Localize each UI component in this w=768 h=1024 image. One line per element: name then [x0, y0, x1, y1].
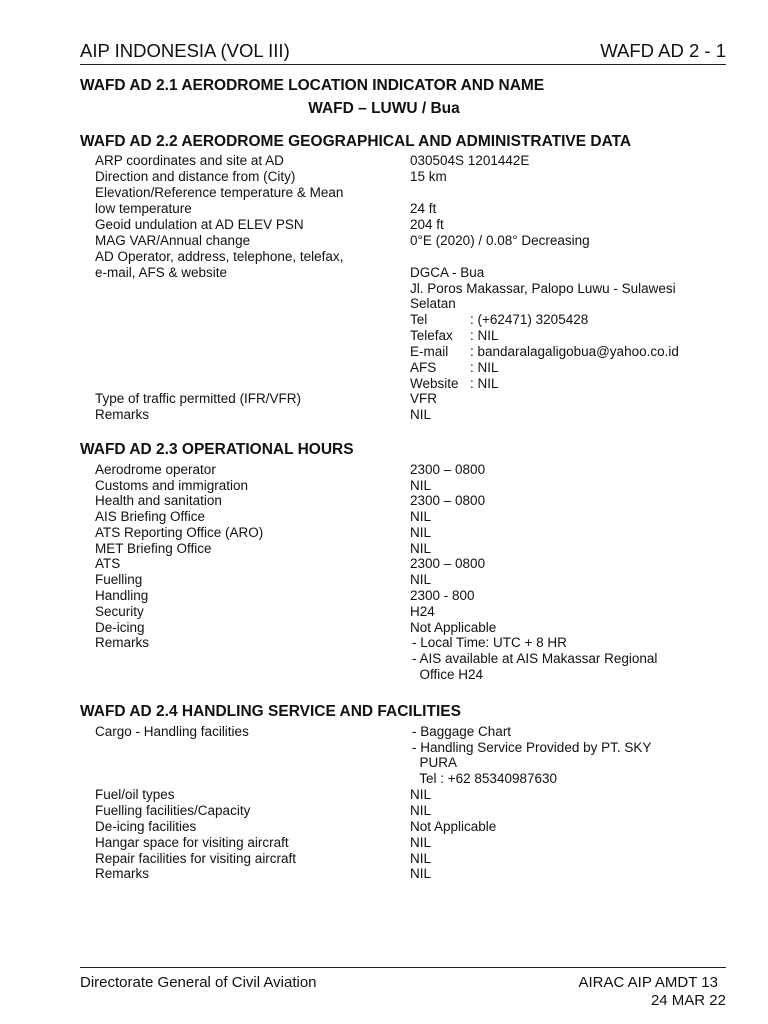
hours-remarks-line: Office H24 — [412, 667, 484, 682]
facility-label: Fuelling facilities/Capacity — [95, 803, 251, 818]
hours-value: NIL — [410, 478, 432, 493]
facility-label: Hangar space for visiting aircraft — [95, 835, 289, 850]
hours-value: NIL — [410, 525, 432, 540]
operator-address-line1: Jl. Poros Makassar, Palopo Luwu - Sulawesi — [410, 281, 676, 296]
facility-label: Repair facilities for visiting aircraft — [95, 851, 297, 866]
distance-label: Direction and distance from (City) — [95, 169, 296, 184]
distance-value: 15 km — [410, 169, 447, 184]
facility-value: NIL — [410, 851, 432, 866]
hours-label: Security — [95, 604, 144, 619]
contact-value: : bandaralagaligobua@yahoo.co.id — [470, 344, 679, 359]
footer-date: 24 MAR 22 — [650, 992, 726, 1009]
header-rule — [80, 64, 726, 65]
hours-label: ATS Reporting Office (ARO) — [95, 525, 264, 540]
hours-value: NIL — [410, 572, 432, 587]
section-2-4-title: WAFD AD 2.4 HANDLING SERVICE AND FACILITIES — [80, 703, 461, 720]
facility-value: NIL — [410, 803, 432, 818]
hours-value: 2300 – 0800 — [410, 493, 486, 508]
cargo-line: Tel : +62 85340987630 — [412, 771, 558, 786]
section-2-1-title: WAFD AD 2.1 AERODROME LOCATION INDICATOR AND NAME — [80, 77, 545, 94]
operator-label-line1: AD Operator, address, telephone, telefax, — [95, 249, 344, 264]
contact-key: AFS — [410, 360, 437, 375]
hours-value: 2300 - 800 — [410, 588, 475, 603]
facility-value: NIL — [410, 835, 432, 850]
hours-value: H24 — [410, 604, 435, 619]
elevation-value: 24 ft — [410, 201, 437, 216]
arp-value: 030504S 1201442E — [410, 153, 530, 168]
footer-rule — [80, 967, 726, 968]
hours-remarks-line: - Local Time: UTC + 8 HR — [412, 635, 567, 650]
cargo-line: - Baggage Chart — [412, 724, 512, 739]
contact-value: : (+62471) 3205428 — [470, 312, 589, 327]
traffic-value: VFR — [410, 391, 437, 406]
hours-value: 2300 – 0800 — [410, 462, 486, 477]
contact-key: Telefax — [410, 328, 453, 343]
facility-label: Remarks — [95, 866, 150, 881]
hours-label: Health and sanitation — [95, 493, 222, 508]
remarks-label: Remarks — [95, 407, 150, 422]
facility-label: De-icing facilities — [95, 819, 197, 834]
contact-value: : NIL — [470, 328, 499, 343]
facility-value: NIL — [410, 787, 432, 802]
cargo-line: - Handling Service Provided by PT. SKY — [412, 740, 652, 755]
hours-value: Not Applicable — [410, 620, 497, 635]
footer-amendment: AIRAC AIP AMDT 13 — [578, 974, 718, 991]
hours-label: Fuelling — [95, 572, 143, 587]
hours-value: NIL — [410, 541, 432, 556]
geoid-value: 204 ft — [410, 217, 444, 232]
hours-label: Handling — [95, 588, 149, 603]
footer-organization: Directorate General of Civil Aviation — [80, 974, 317, 991]
arp-label: ARP coordinates and site at AD — [95, 153, 284, 168]
aerodrome-name: WAFD – LUWU / Bua — [308, 100, 460, 117]
contact-key: E-mail — [410, 344, 449, 359]
page-id: WAFD AD 2 - 1 — [600, 40, 726, 61]
contact-key: Tel — [410, 312, 428, 327]
facility-label: Fuel/oil types — [95, 787, 175, 802]
facility-value: Not Applicable — [410, 819, 497, 834]
header-title: AIP INDONESIA (VOL III) — [80, 40, 290, 61]
contact-key: Website — [410, 376, 459, 391]
magvar-value: 0°E (2020) / 0.08° Decreasing — [410, 233, 590, 248]
contact-value: : NIL — [470, 376, 499, 391]
operator-name: DGCA - Bua — [410, 265, 485, 280]
operator-label-line2: e-mail, AFS & website — [95, 265, 228, 280]
hours-remarks-label: Remarks — [95, 635, 150, 650]
remarks-value: NIL — [410, 407, 432, 422]
cargo-line: PURA — [412, 755, 458, 770]
traffic-label: Type of traffic permitted (IFR/VFR) — [95, 391, 302, 406]
hours-label: MET Briefing Office — [95, 541, 212, 556]
facility-value: NIL — [410, 866, 432, 881]
operator-address-line2: Selatan — [410, 296, 456, 311]
hours-remarks-line: - AIS available at AIS Makassar Regional — [412, 651, 658, 666]
elevation-label-line2: low temperature — [95, 201, 192, 216]
cargo-label: Cargo - Handling facilities — [95, 724, 249, 739]
elevation-label-line1: Elevation/Reference temperature & Mean — [95, 185, 344, 200]
section-2-2-title: WAFD AD 2.2 AERODROME GEOGRAPHICAL AND ADMINISTRATIVE DATA — [80, 133, 632, 150]
geoid-label: Geoid undulation at AD ELEV PSN — [95, 217, 304, 232]
contact-value: : NIL — [470, 360, 499, 375]
hours-value: 2300 – 0800 — [410, 556, 486, 571]
hours-value: NIL — [410, 509, 432, 524]
hours-label: Aerodrome operator — [95, 462, 216, 477]
hours-label: Customs and immigration — [95, 478, 249, 493]
hours-label: ATS — [95, 556, 121, 571]
section-2-3-title: WAFD AD 2.3 OPERATIONAL HOURS — [80, 441, 354, 458]
hours-label: AIS Briefing Office — [95, 509, 206, 524]
magvar-label: MAG VAR/Annual change — [95, 233, 251, 248]
hours-label: De-icing — [95, 620, 145, 635]
